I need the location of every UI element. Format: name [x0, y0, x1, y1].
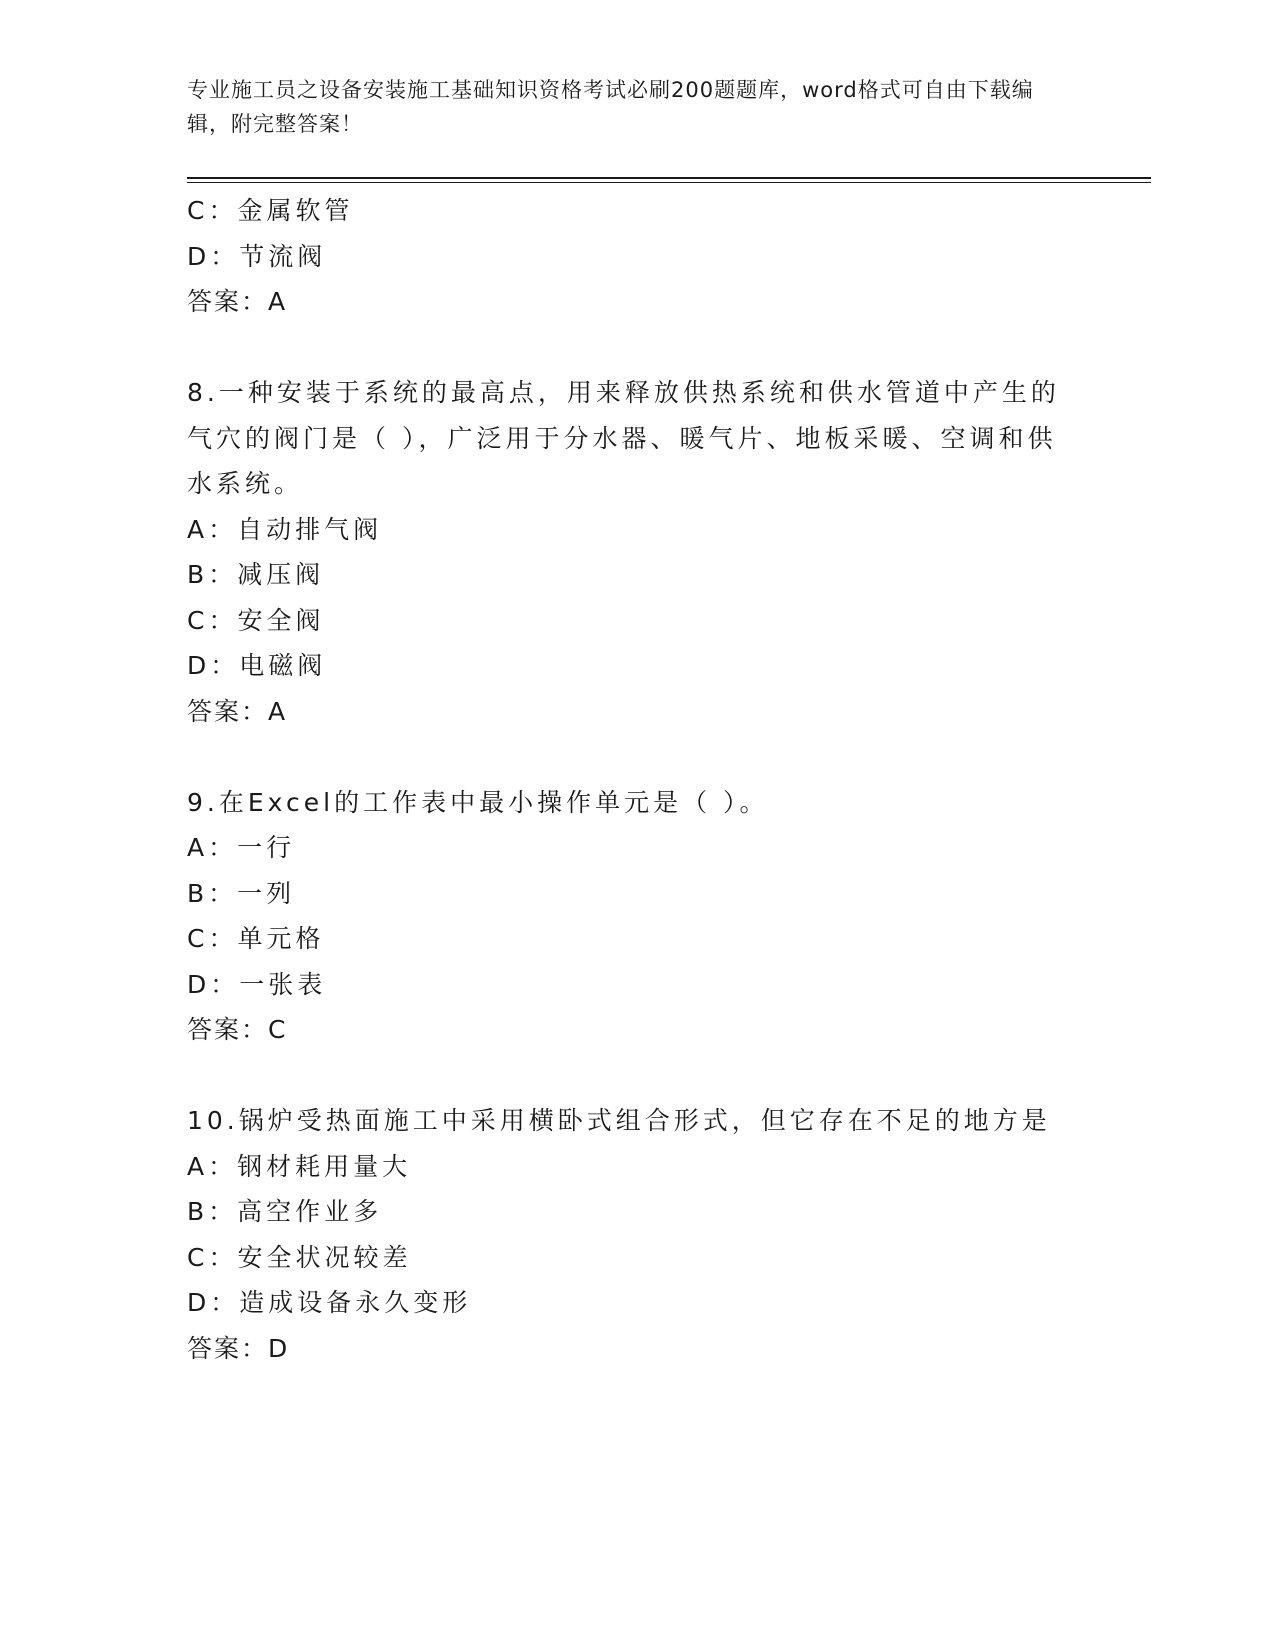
option-d: D：造成设备永久变形 [187, 1288, 472, 1317]
spacer [187, 1053, 1087, 1099]
question-text: 10.锅炉受热面施工中采用横卧式组合形式，但它存在不足的地方是 [187, 1106, 1051, 1135]
option-b: B：高空作业多 [187, 1197, 383, 1226]
document-header: 专业施工员之设备安装施工基础知识资格考试必刷200题题库，word格式可自由下载编辑，附完整答案！ [187, 78, 1034, 136]
option-c: C：金属软管 [187, 196, 354, 225]
option-a: A：一行 [187, 833, 296, 862]
question-text: 9.在Excel的工作表中最小操作单元是（ ）。 [187, 787, 769, 817]
option-c: C：单元格 [187, 924, 325, 953]
question-content [187, 188, 1087, 1371]
option-c: C：安全阀 [187, 605, 325, 635]
answer-line: 答案：D [187, 1333, 290, 1363]
option-a: A：自动排气阀 [187, 514, 383, 544]
option-b: B：减压阀 [187, 560, 325, 589]
answer-line: 答案：A [187, 696, 288, 726]
answer-line: 答案：A [187, 287, 288, 316]
question-text: 8.一种安装于系统的最高点，用来释放供热系统和供水管道中产生的气穴的阀门是（ ），广泛用于分水器、暖气片、地板采暖、空调和供水系统。 [187, 378, 1060, 498]
option-c: C：安全状况较差 [187, 1242, 412, 1272]
header-divider-thick [187, 177, 1151, 179]
spacer [187, 734, 1087, 780]
spacer [187, 325, 1087, 371]
answer-line: 答案：C [187, 1015, 288, 1044]
option-d: D：电磁阀 [187, 651, 327, 680]
option-d: D：节流阀 [187, 241, 327, 271]
option-b: B：一列 [187, 878, 296, 908]
header-divider-thin [187, 182, 1151, 183]
option-d: D：一张表 [187, 969, 327, 999]
option-a: A：钢材耗用量大 [187, 1151, 412, 1181]
